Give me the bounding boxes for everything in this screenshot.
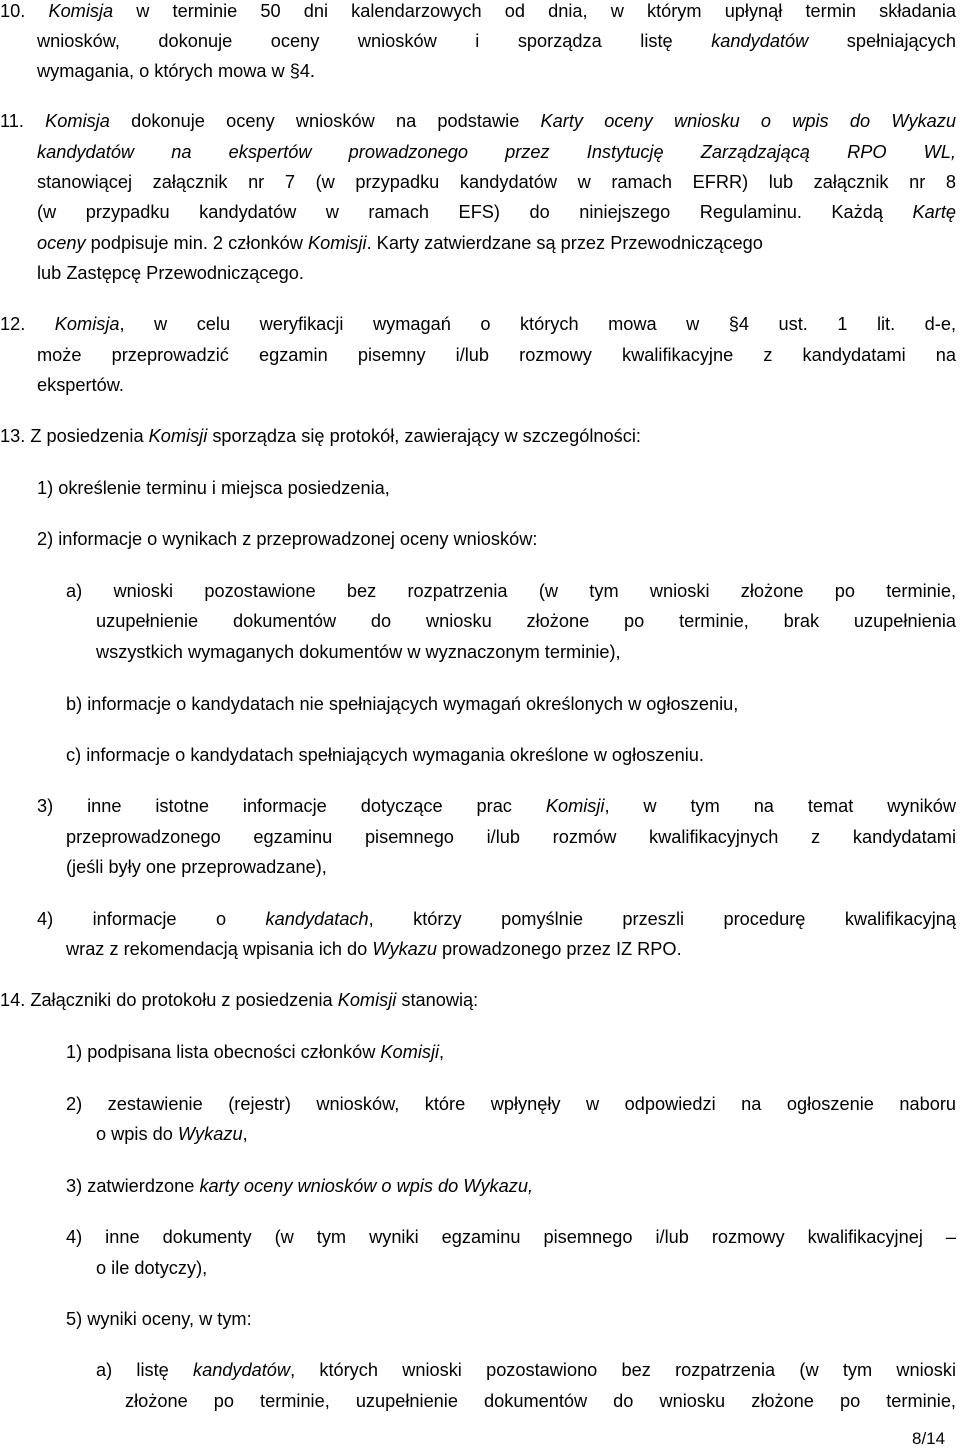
text-run: może przeprowadzić egzamin pisemny i/lub rozmowy kwalifikacyjne z kandydatami na bbox=[37, 345, 956, 365]
text-run: złożone po terminie, uzupełnienie dokumentów do wniosku złożone po terminie, bbox=[125, 1391, 956, 1411]
italic-run: Karty oceny wniosku o wpis do Wykazu bbox=[540, 111, 956, 131]
text-line bbox=[125, 1387, 956, 1415]
italic-run: Komisji bbox=[545, 796, 605, 816]
text-line bbox=[66, 1172, 533, 1200]
text-line bbox=[0, 0, 956, 25]
text-run: podpisuje min. 2 członków bbox=[85, 233, 308, 253]
italic-run: kandydatach bbox=[265, 909, 369, 929]
italic-run: kandydatów bbox=[711, 31, 809, 51]
text-run: 1) określenie terminu i miejsca posiedzenia, bbox=[37, 478, 390, 498]
text-run: a) listę bbox=[96, 1360, 193, 1380]
text-line bbox=[37, 229, 763, 257]
text-line bbox=[0, 422, 641, 450]
text-run: . Karty zatwierdzane są przez Przewodniczącego bbox=[366, 233, 763, 253]
text-run: , którzy pomyślnie przeszli procedurę kwalifikacyjną bbox=[368, 909, 956, 929]
italic-run: Komisja bbox=[45, 111, 110, 131]
text-line bbox=[37, 57, 315, 85]
text-run: 2) zestawienie (rejestr) wniosków, które wpłynęły w odpowiedzi na ogłoszenie naboru bbox=[66, 1094, 956, 1114]
text-run: uzupełnienie dokumentów do wniosku złożone po terminie, brak uzupełnienia bbox=[96, 611, 956, 631]
italic-run: Komisji bbox=[307, 233, 367, 253]
text-line bbox=[66, 823, 956, 851]
text-line bbox=[0, 310, 956, 338]
italic-run: Komisji bbox=[148, 426, 208, 446]
text-run: b) informacje o kandydatach nie spełniających wymagań określonych w ogłoszeniu, bbox=[66, 694, 739, 714]
text-run: ekspertów. bbox=[37, 375, 124, 395]
text-line bbox=[37, 341, 956, 369]
text-run: przeprowadzonego egzaminu pisemnego i/lub rozmów kwalifikacyjnych z kandydatami bbox=[66, 827, 956, 847]
text-line bbox=[66, 853, 327, 881]
text-run: , w celu weryfikacji wymagań o których mowa w §4 ust. 1 lit. d-e, bbox=[119, 314, 956, 334]
italic-run: Wykazu bbox=[177, 1124, 243, 1144]
text-line bbox=[96, 1120, 248, 1148]
text-run: 3) inne istotne informacje dotyczące prac bbox=[37, 796, 546, 816]
italic-run: Komisji bbox=[337, 990, 397, 1010]
text-line bbox=[37, 525, 537, 553]
text-run: sporządza się protokół, zawierający w szczególności: bbox=[207, 426, 641, 446]
italic-run: Komisji bbox=[380, 1042, 440, 1062]
text-line bbox=[37, 198, 956, 226]
italic-run: Kartę bbox=[912, 202, 956, 222]
text-run: 4) inne dokumenty (w tym wyniki egzaminu pisemnego i/lub rozmowy kwalifikacyjnej – bbox=[66, 1227, 956, 1247]
text-line bbox=[96, 607, 956, 635]
text-run: 10. bbox=[0, 1, 49, 21]
text-run: 14. Załączniki do protokołu z posiedzenia bbox=[0, 990, 338, 1010]
text-line bbox=[66, 935, 682, 963]
text-line bbox=[96, 1356, 956, 1384]
text-run: wraz z rekomendacją wpisania ich do bbox=[66, 939, 373, 959]
text-run: 5) wyniki oceny, w tym: bbox=[66, 1309, 252, 1329]
text-run: wniosków, dokonuje oceny wniosków i sporządza listę bbox=[37, 31, 712, 51]
text-line bbox=[37, 27, 956, 55]
text-run: a) wnioski pozostawione bez rozpatrzenia (w tym wnioski złożone po terminie, bbox=[66, 581, 956, 601]
text-line bbox=[37, 371, 124, 399]
text-line bbox=[66, 1305, 252, 1333]
text-line bbox=[66, 1223, 956, 1251]
text-run: wymagania, o których mowa w §4. bbox=[37, 61, 315, 81]
text-run: 4) informacje o bbox=[37, 909, 266, 929]
text-run: 11. bbox=[0, 111, 46, 131]
text-run: , bbox=[242, 1124, 248, 1144]
text-run: dokonuje oceny wniosków na podstawie bbox=[109, 111, 541, 131]
text-run: c) informacje o kandydatach spełniających wymagania określone w ogłoszeniu. bbox=[66, 745, 704, 765]
text-run: o wpis do bbox=[96, 1124, 178, 1144]
text-run: (w przypadku kandydatów w ramach EFS) do niniejszego Regulaminu. Każdą bbox=[37, 202, 913, 222]
italic-run: Komisja bbox=[48, 1, 114, 21]
text-line bbox=[37, 905, 956, 933]
text-line bbox=[0, 107, 956, 135]
text-run: lub Zastępcę Przewodniczącego. bbox=[37, 263, 304, 283]
text-line bbox=[66, 1038, 444, 1066]
text-run: 13. Z posiedzenia bbox=[0, 426, 149, 446]
text-run: , bbox=[439, 1042, 445, 1062]
italic-run: oceny bbox=[37, 233, 86, 253]
italic-run: Komisja bbox=[54, 314, 120, 334]
text-run: 12. bbox=[0, 314, 55, 334]
text-run: stanowią: bbox=[396, 990, 479, 1010]
text-line bbox=[37, 474, 390, 502]
text-line bbox=[66, 690, 738, 718]
text-run: wszystkich wymaganych dokumentów w wyznaczonym terminie), bbox=[96, 642, 621, 662]
italic-run: kandydatów bbox=[192, 1360, 291, 1380]
text-run: w terminie 50 dni kalendarzowych od dnia, w którym upłynął termin składania bbox=[113, 1, 956, 21]
text-run: 1) podpisana lista obecności członków bbox=[66, 1042, 381, 1062]
text-run: spełniających bbox=[808, 31, 956, 51]
text-line bbox=[66, 577, 956, 605]
page-number: 8/14 bbox=[912, 1429, 946, 1448]
text-run: , których wnioski pozostawiono bez rozpatrzenia (w tym wnioski bbox=[290, 1360, 956, 1380]
text-line bbox=[66, 741, 704, 769]
text-run: (jeśli były one przeprowadzane), bbox=[66, 857, 327, 877]
text-line bbox=[0, 986, 478, 1014]
text-line bbox=[37, 168, 956, 196]
text-run: 2) informacje o wynikach z przeprowadzonej oceny wniosków: bbox=[37, 529, 538, 549]
text-line bbox=[96, 1254, 207, 1282]
text-run: o ile dotyczy), bbox=[96, 1258, 208, 1278]
text-run: stanowiącej załącznik nr 7 (w przypadku kandydatów w ramach EFRR) lub załącznik nr 8 bbox=[37, 172, 956, 192]
text-run: , w tym na temat wyników bbox=[604, 796, 956, 816]
italic-run: Wykazu bbox=[372, 939, 437, 959]
text-line bbox=[37, 138, 956, 166]
italic-run: karty oceny wniosków o wpis do Wykazu, bbox=[199, 1176, 534, 1196]
text-line bbox=[37, 259, 304, 287]
text-run: 3) zatwierdzone bbox=[66, 1176, 200, 1196]
text-line bbox=[96, 638, 621, 666]
text-line bbox=[37, 792, 956, 820]
text-line bbox=[66, 1090, 956, 1118]
text-run: prowadzonego przez IZ RPO. bbox=[437, 939, 682, 959]
italic-run: kandydatów na ekspertów prowadzonego przez Instytucję Zarządzającą RPO WL, bbox=[37, 142, 956, 162]
